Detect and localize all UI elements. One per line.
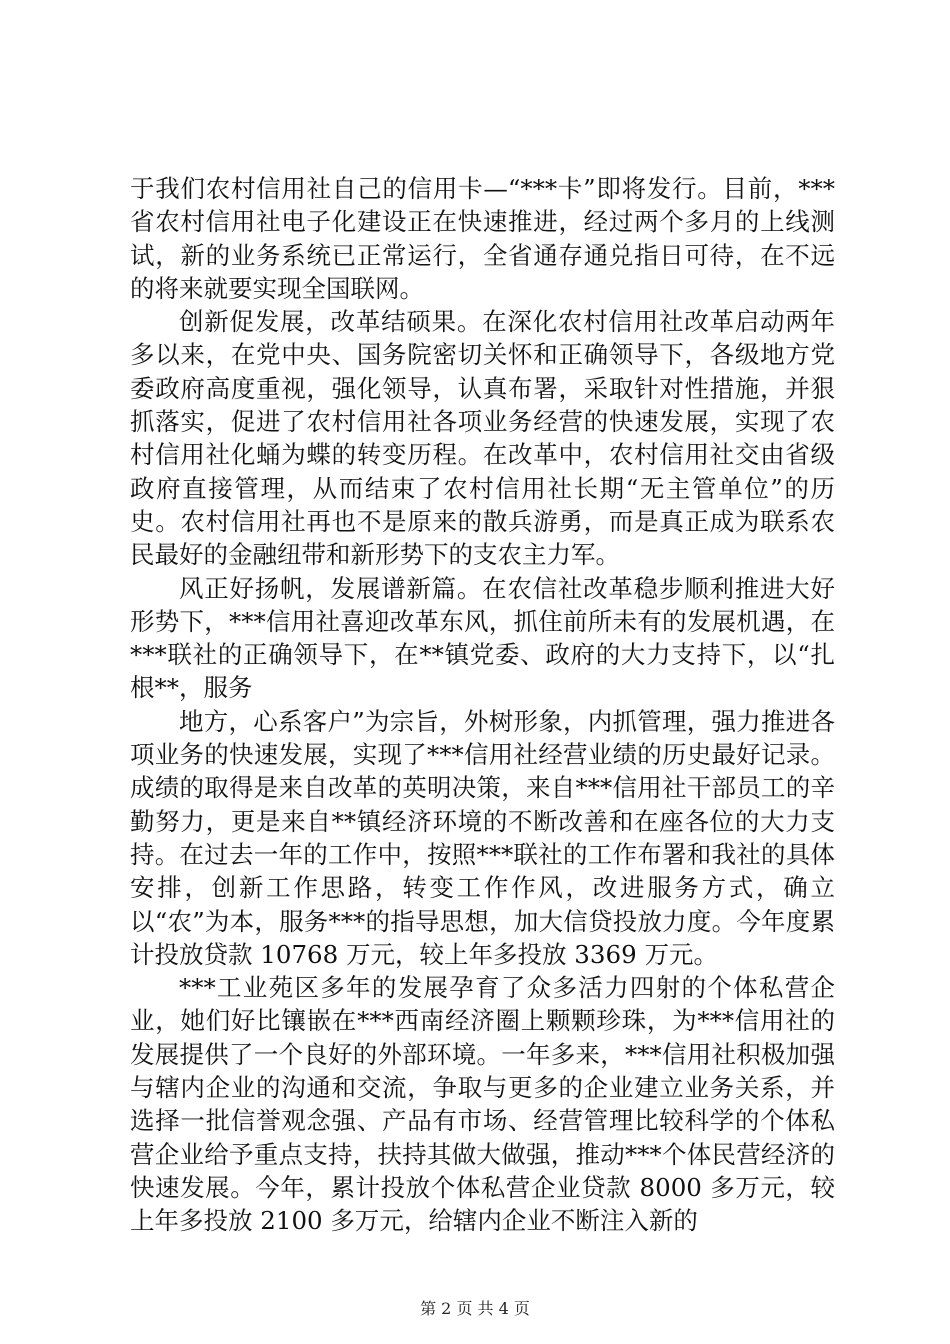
document-body — [130, 172, 835, 1238]
paragraph-achievements: 地方，心系客户”为宗旨，外树形象，内抓管理，强力推进各项业务的快速发展，实现了***信用社经营业绩的历史最好记录。成绩的取得是来自改革的英明决策，来自***信用社干部员工的辛勤努力，更是来自**镇经济环境的不断改善和在座各位的大力支持。在过去一年的工作中，按照***联社的工作布署和我社的具体安排，创新工作思路，转变工作作风，改进服务方式，确立以“农”为本，服务***的指导思想，加大信贷投放力度。今年度累计投放贷款 10768 万元，较上年多投放 3369 万元。 — [130, 706, 835, 969]
paragraph-continued: 于我们农村信用社自己的信用卡—“***卡”即将发行。目前，***省农村信用社电子化建设正在快速推进，经过两个多月的上线测试，新的业务系统已正常运行，全省通存通兑指日可待，在不远的将来就要实现全国联网。 — [130, 174, 835, 303]
page-number-footer: 第 2 页 共 4 页 — [420, 1299, 530, 1318]
paragraph-private-enterprise: ***工业苑区多年的发展孕育了众多活力四射的个体私营企业，她们好比镶嵌在***西南经济圈上颗颗珍珠，为***信用社的发展提供了一个良好的外部环境。一年多来，***信用社积极加强与辖内企业的沟通和交流，争取与更多的企业建立业务关系，并选择一批信誉观念强、产品有市场、经营管理比较科学的个体私营企业给予重点支持，扶持其做大做强，推动***个体民营经济的快速发展。今年，累计投放个体私营企业贷款 8000 多万元，较上年多投放 2100 多万元，给辖内企业不断注入新的 — [130, 973, 835, 1236]
paragraph-development: 风正好扬帆，发展谱新篇。在农信社改革稳步顺利推进大好形势下，***信用社喜迎改革东风，抓住前所未有的发展机遇，在***联社的正确领导下，在**镇党委、政府的大力支持下，以“扎根**，服务 — [130, 573, 835, 703]
paragraph-reform: 创新促发展，改革结硕果。在深化农村信用社改革启动两年多以来，在党中央、国务院密切关怀和正确领导下，各级地方党委政府高度重视，强化领导，认真布署，采取针对性措施，并狠抓落实，促进了农村信用社各项业务经营的快速发展，实现了农村信用社化蛹为蝶的转变历程。在改革中，农村信用社交由省级政府直接管理，从而结束了农村信用社长期“无主管单位”的历史。农村信用社再也不是原来的散兵游勇，而是真正成为联系农民最好的金融纽带和新形势下的支农主力军。 — [130, 307, 835, 570]
